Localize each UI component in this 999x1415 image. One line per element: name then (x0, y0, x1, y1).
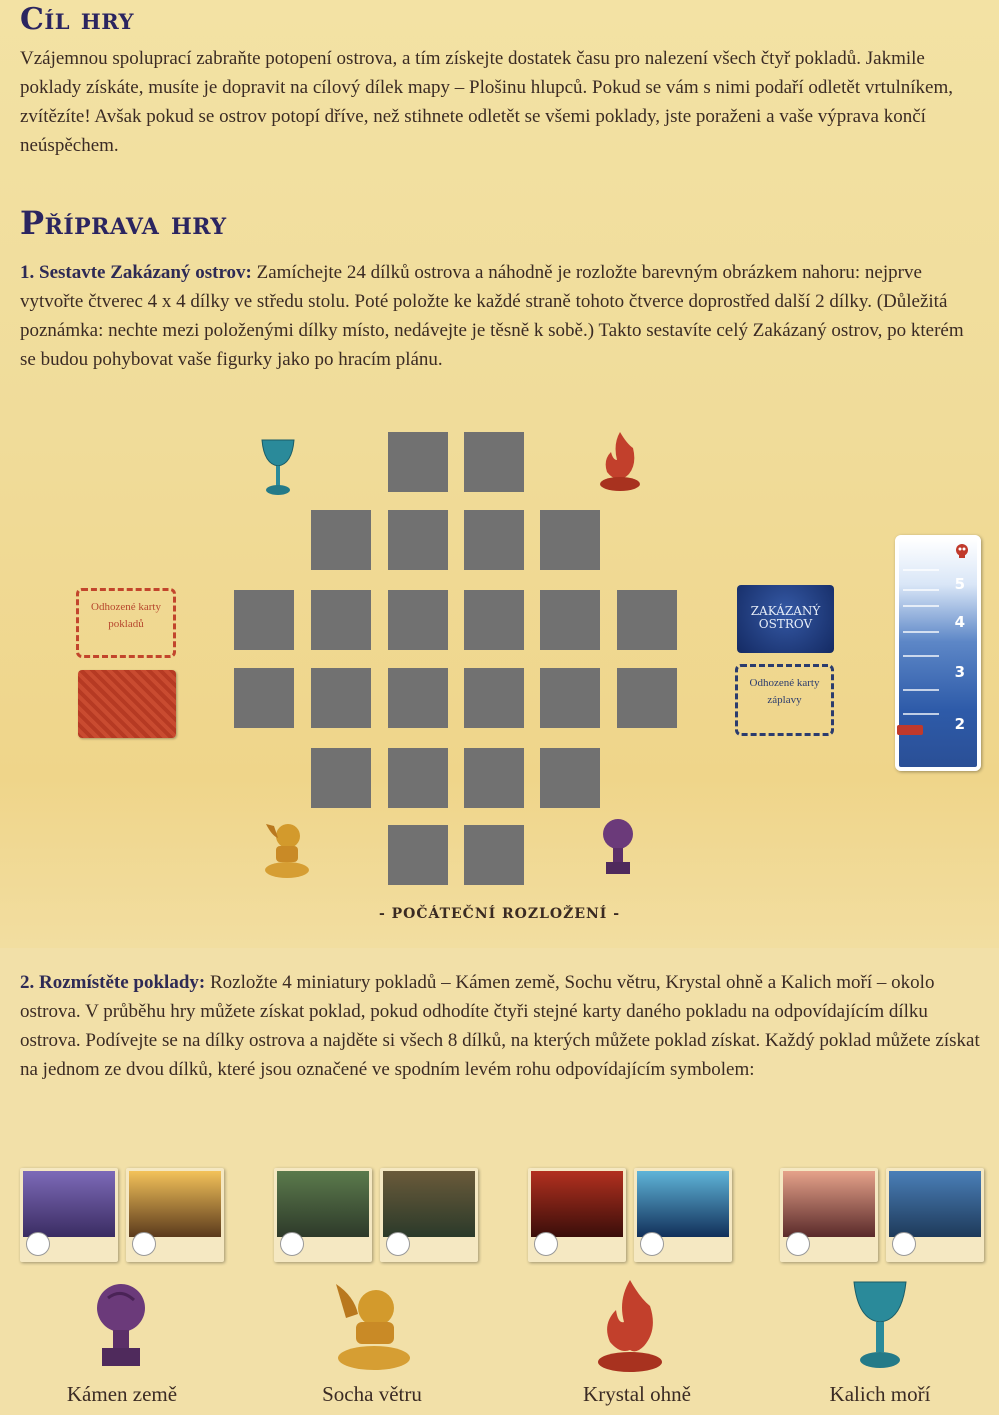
island-tile (617, 590, 677, 650)
wind-statue-symbol-icon (280, 1232, 304, 1256)
treasure-name-wind-statue: Socha větru (322, 1382, 422, 1406)
island-tile (540, 748, 600, 808)
water-level-marker (897, 725, 923, 735)
skull-icon (953, 543, 971, 561)
step1-text: Zamíchejte 24 dílků ostrova a náhodně je rozložte barevným obrázkem nahoru: nejprve vytvořte čtverec 4 x 4 dílky ve středu stolu. Poté položte ke každé straně tohoto čtverce doprostřed další 2 dílky. (Důležitá poznámka: nechte mezi položenými dílky místo, nedávejte je těsně k sobě.) Takto sestavíte celý Zakázaný ostrov, po kterém se budou pohybovat vaše figurky jako po hracím plánu. (20, 262, 964, 370)
fire-crystal-icon (592, 1278, 668, 1374)
step2-paragraph (20, 968, 980, 1084)
island-tile (311, 668, 371, 728)
earth-stone-figurine-icon (598, 814, 638, 880)
chalice-symbol-icon (892, 1232, 916, 1256)
treasure-name-fire-crystal: Krystal ohně (583, 1382, 691, 1406)
island-tile (617, 668, 677, 728)
island-tile (464, 825, 524, 885)
island-tile (464, 590, 524, 650)
goal-heading: Cíl hry (20, 2, 135, 37)
meter-level-5: 5 (954, 575, 965, 593)
flood-deck: ZAKÁZANÝ OSTROV (737, 585, 834, 653)
island-card (126, 1168, 224, 1262)
meter-level-2: 2 (954, 715, 965, 733)
earth-stone-icon (86, 1278, 156, 1374)
island-tile (540, 510, 600, 570)
earth-stone-symbol-icon (132, 1232, 156, 1256)
island-tile (464, 510, 524, 570)
island-tile (234, 668, 294, 728)
meter-level-4: 4 (954, 613, 965, 631)
water-meter (895, 535, 981, 771)
flood-discard-area: Odhozené karty záplavy (735, 664, 834, 736)
treasure-name-earth-stone: Kámen země (66, 1382, 178, 1406)
island-card (274, 1168, 372, 1262)
island-tile (388, 432, 448, 492)
island-card (886, 1168, 984, 1262)
island-tile (388, 668, 448, 728)
step1-paragraph (20, 258, 982, 374)
island-tile (311, 590, 371, 650)
treasure-name-chalice: Kalich moří (829, 1382, 931, 1406)
wind-statue-symbol-icon (386, 1232, 410, 1256)
island-tile (234, 590, 294, 650)
chalice-icon (850, 1278, 910, 1374)
island-card (780, 1168, 878, 1262)
island-tile (311, 748, 371, 808)
island-card (528, 1168, 626, 1262)
chalice-figurine-icon (258, 436, 298, 500)
island-tile (388, 510, 448, 570)
step1-title: 1. Sestavte Zakázaný ostrov: (20, 262, 252, 283)
goal-text: Vzájemnou spoluprací zabraňte potopení ostrova, a tím získejte dostatek času pro nalezení všech čtyř pokladů. Jakmile poklady získáte, musíte je dopravit na cílový dílek mapy – Plošinu hlupců. Pokud se vám s nimi podaří odletět vrtulníkem, zvítězíte! Avšak pokud se ostrov potopí dříve, než stihnete odletět se všemi poklady, jste poraženi a vaše výprava končí neúspěchem. (20, 48, 953, 156)
island-tile (388, 825, 448, 885)
island-card (20, 1168, 118, 1262)
wind-statue-icon (330, 1278, 412, 1374)
earth-stone-symbol-icon (26, 1232, 50, 1256)
island-tile (464, 668, 524, 728)
step2-text: Rozložte 4 miniatury pokladů – Kámen země, Sochu větru, Krystal ohně a Kalich moří – okolo ostrova. V průběhu hry můžete získat poklad, pokud odhodíte čtyři stejné karty daného pokladu na odpovídajícím dílku ostrova. Podívejte se na dílky ostrova a najděte si všech 8 dílků, na kterých můžete poklad získat. Každý poklad můžete získat na jednom ze dvou dílků, které jsou označené ve spodním levém rohu odpovídajícím symbolem: (20, 972, 980, 1080)
chalice-symbol-icon (786, 1232, 810, 1256)
island-tile (464, 748, 524, 808)
island-tile (388, 748, 448, 808)
meter-level-3: 3 (954, 663, 965, 681)
island-card (634, 1168, 732, 1262)
step2-title: 2. Rozmístěte poklady: (20, 972, 206, 993)
fire-crystal-figurine-icon (597, 430, 643, 494)
setup-heading: Příprava hry (20, 204, 227, 242)
island-tile (464, 432, 524, 492)
island-card (380, 1168, 478, 1262)
island-tile (388, 590, 448, 650)
fire-crystal-symbol-icon (640, 1232, 664, 1256)
treasure-deck (78, 670, 176, 738)
island-tile (540, 668, 600, 728)
fire-crystal-symbol-icon (534, 1232, 558, 1256)
wind-statue-figurine-icon (262, 816, 310, 880)
island-tile (311, 510, 371, 570)
treasure-discard-area: Odhozené karty pokladů (76, 588, 176, 658)
diagram-caption: - POČÁTEČNÍ ROZLOŽENÍ - (378, 906, 621, 922)
island-tile (540, 590, 600, 650)
